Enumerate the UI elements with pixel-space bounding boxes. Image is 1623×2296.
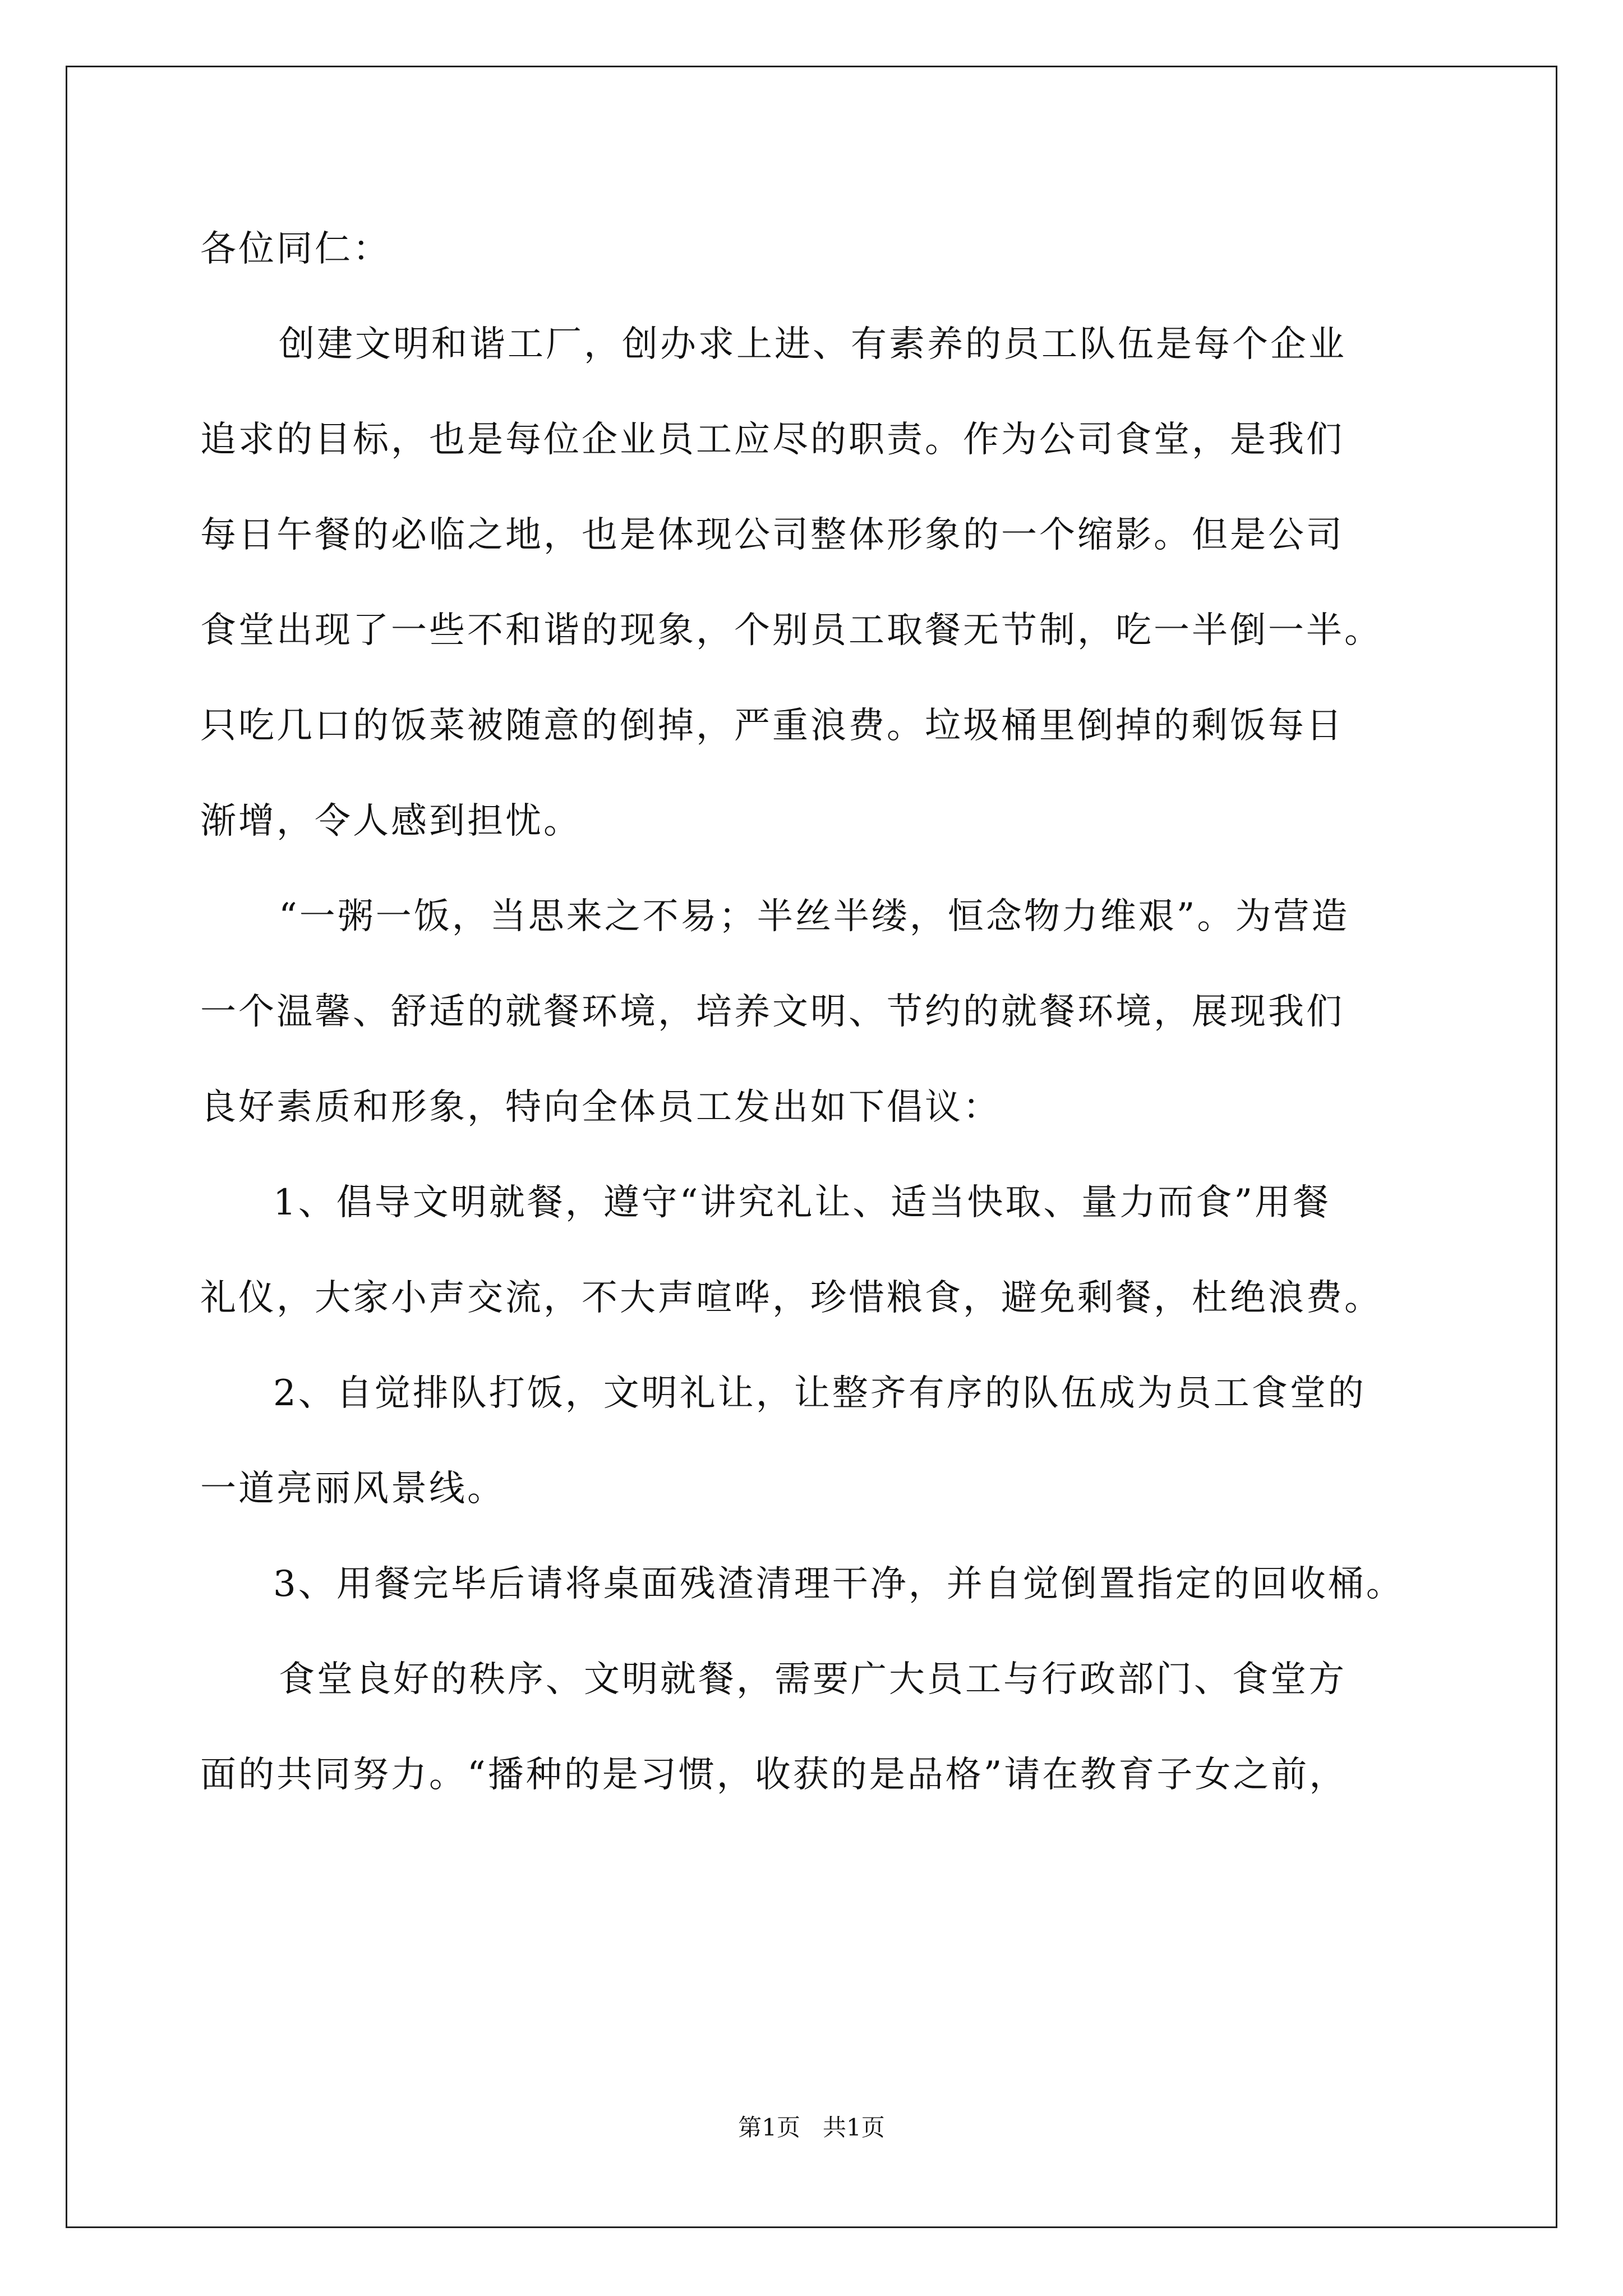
- paragraph-line: 一个温馨、舒适的就餐环境，培养文明、节约的就餐环境，展现我们: [200, 991, 1344, 1033]
- paragraph-line: 食堂出现了一些不和谐的现象，个别员工取餐无节制，吃一半倒一半。: [200, 610, 1382, 651]
- paragraph-line: 每日午餐的必临之地，也是体现公司整体形象的一个缩影。但是公司: [200, 514, 1344, 556]
- page-border: [66, 66, 1557, 2228]
- paragraph-line: 一道亮丽风景线。: [200, 1468, 505, 1510]
- list-item-2: 2、自觉排队打饭，文明礼让，让整齐有序的队伍成为员工食堂的: [273, 1373, 1366, 1414]
- paragraph-line: 食堂良好的秩序、文明就餐，需要广大员工与行政部门、食堂方: [279, 1659, 1347, 1700]
- paragraph-line: 创建文明和谐工厂，创办求上进、有素养的员工队伍是每个企业: [279, 324, 1347, 365]
- page-number-footer: 第1页 共1页: [738, 2114, 885, 2141]
- list-item-1: 1、倡导文明就餐，遵守“讲究礼让、适当快取、量力而食”用餐: [273, 1182, 1331, 1223]
- paragraph-line: “一粥一饭，当思来之不易；半丝半缕，恒念物力维艰”。为营造: [279, 896, 1350, 937]
- paragraph-line: 面的共同努力。“播种的是习惯，收获的是品格”请在教育子女之前，: [200, 1754, 1348, 1796]
- list-item-3: 3、用餐完毕后请将桌面残渣清理干净，并自觉倒置指定的回收桶。: [273, 1563, 1404, 1605]
- paragraph-line: 礼仪，大家小声交流，不大声喧哗，珍惜粮食，避免剩餐，杜绝浪费。: [200, 1277, 1382, 1319]
- paragraph-line: 只吃几口的饭菜被随意的倒掉，严重浪费。垃圾桶里倒掉的剩饭每日: [200, 705, 1344, 747]
- paragraph-line: 渐增，令人感到担忧。: [200, 800, 582, 842]
- salutation: 各位同仁：: [200, 228, 391, 270]
- paragraph-line: 追求的目标，也是每位企业员工应尽的职责。作为公司食堂，是我们: [200, 419, 1344, 461]
- paragraph-line: 良好素质和形象，特向全体员工发出如下倡议：: [200, 1087, 1001, 1128]
